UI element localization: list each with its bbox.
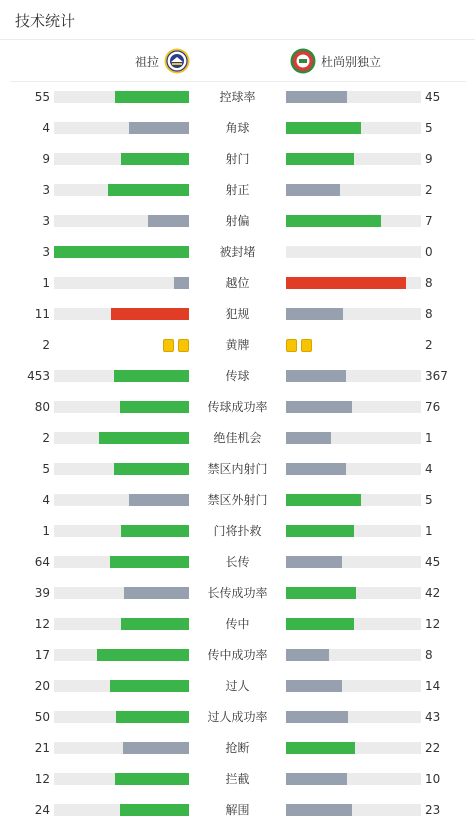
home-stat-bar-fill xyxy=(120,804,189,816)
away-stat-bar-fill xyxy=(286,370,346,382)
home-stat-bar-track xyxy=(54,122,189,134)
home-stat-bar-fill xyxy=(108,184,189,196)
stat-label: 绝佳机会 xyxy=(213,431,262,445)
stat-row xyxy=(0,609,475,640)
home-stat-bar-fill xyxy=(97,649,189,661)
away-stat-bar-fill xyxy=(286,525,354,537)
away-stat-value: 8 xyxy=(425,307,433,321)
stat-row xyxy=(0,485,475,516)
away-stat-bar-fill xyxy=(286,463,346,475)
home-stat-value: 12 xyxy=(34,772,50,786)
home-stat-bar-track xyxy=(54,525,189,537)
away-stat-bar-fill xyxy=(286,153,354,165)
away-stat-bar-track xyxy=(286,246,421,258)
stat-row xyxy=(0,702,475,733)
home-stat-bar-fill xyxy=(124,587,189,599)
home-stat-value: 4 xyxy=(42,121,50,135)
stat-row xyxy=(0,454,475,485)
home-stat-value: 3 xyxy=(42,183,50,197)
away-stat-bar-track xyxy=(286,649,421,661)
home-stat-bar-fill xyxy=(114,463,189,475)
home-stat-bar-fill xyxy=(148,215,189,227)
home-stat-bar-fill xyxy=(129,122,189,134)
home-stat-bar-fill xyxy=(129,494,189,506)
home-stat-bar-track xyxy=(54,370,189,382)
stat-row xyxy=(0,268,475,299)
stat-label: 门将扑救 xyxy=(213,524,262,538)
stat-row xyxy=(0,423,475,454)
home-team[interactable] xyxy=(135,48,190,74)
home-stat-value: 55 xyxy=(34,90,50,104)
away-stat-bar-track xyxy=(286,277,421,289)
stat-row xyxy=(0,175,475,206)
away-stat-bar-fill xyxy=(286,122,361,134)
home-stat-value: 453 xyxy=(27,369,50,383)
stat-label: 控球率 xyxy=(219,90,256,104)
away-yellow-cards xyxy=(286,339,312,352)
away-stat-value: 45 xyxy=(425,90,441,104)
away-stat-value: 14 xyxy=(425,679,441,693)
home-stat-value: 2 xyxy=(42,338,50,352)
home-stat-bar-track xyxy=(54,742,189,754)
home-stat-bar-fill xyxy=(120,401,189,413)
away-stat-bar-track xyxy=(286,680,421,692)
away-stat-bar-track xyxy=(286,308,421,320)
home-stat-bar-fill xyxy=(114,370,189,382)
away-stat-bar-track xyxy=(286,153,421,165)
home-stat-bar-fill xyxy=(110,556,189,568)
stat-label: 拦截 xyxy=(225,772,250,786)
away-stat-value: 1 xyxy=(425,431,433,445)
home-stat-value: 3 xyxy=(42,214,50,228)
stat-label: 射偏 xyxy=(225,214,250,228)
stat-label: 越位 xyxy=(225,276,250,290)
away-stat-value: 43 xyxy=(425,710,441,724)
away-stat-value: 1 xyxy=(425,524,433,538)
yellow-card-icon xyxy=(286,339,297,352)
stat-row xyxy=(0,330,475,361)
away-stat-bar-track xyxy=(286,122,421,134)
stat-row xyxy=(0,578,475,609)
home-stat-bar-track xyxy=(54,711,189,723)
away-stat-value: 0 xyxy=(425,245,433,259)
away-stat-bar-fill xyxy=(286,215,381,227)
home-stat-bar-track xyxy=(54,463,189,475)
stat-row xyxy=(0,795,475,826)
home-stat-bar-track xyxy=(54,432,189,444)
away-stat-bar-fill xyxy=(286,277,406,289)
home-stat-value: 1 xyxy=(42,524,50,538)
home-stat-bar-track xyxy=(54,215,189,227)
home-stat-bar-fill xyxy=(174,277,189,289)
stat-label: 抢断 xyxy=(225,741,250,755)
home-stat-bar-track xyxy=(54,91,189,103)
home-stat-value: 11 xyxy=(34,307,50,321)
stat-row xyxy=(0,392,475,423)
home-stat-value: 39 xyxy=(34,586,50,600)
away-stat-value: 2 xyxy=(425,338,433,352)
home-stat-bar-track xyxy=(54,804,189,816)
home-stat-bar-track xyxy=(54,773,189,785)
yellow-card-icon xyxy=(301,339,312,352)
home-stat-value: 64 xyxy=(34,555,50,569)
home-stat-bar-fill xyxy=(99,432,189,444)
away-stat-bar-fill xyxy=(286,91,347,103)
home-stat-value: 3 xyxy=(42,245,50,259)
home-stat-bar-fill xyxy=(54,246,189,258)
stat-label: 角球 xyxy=(225,121,250,135)
stat-label: 射门 xyxy=(225,152,250,166)
away-stat-bar-track xyxy=(286,556,421,568)
stat-row xyxy=(0,547,475,578)
home-stat-value: 12 xyxy=(34,617,50,631)
stats-header xyxy=(0,0,475,40)
home-stat-value: 17 xyxy=(34,648,50,662)
home-stat-bar-track xyxy=(54,556,189,568)
away-stat-bar-fill xyxy=(286,618,354,630)
home-stat-value: 24 xyxy=(34,803,50,817)
home-stat-bar-track xyxy=(54,401,189,413)
stat-row xyxy=(0,237,475,268)
home-stat-bar-fill xyxy=(123,742,189,754)
away-stat-bar-fill xyxy=(286,308,343,320)
away-team-logo xyxy=(290,48,316,74)
home-stat-bar-fill xyxy=(111,308,189,320)
away-team-name: 杜尚别独立 xyxy=(321,54,382,69)
teams-bar xyxy=(10,41,466,82)
stat-label: 传中 xyxy=(225,617,250,631)
away-stat-bar-track xyxy=(286,742,421,754)
stat-label: 过人成功率 xyxy=(207,710,268,724)
stat-label: 传中成功率 xyxy=(207,648,268,662)
away-stat-bar-track xyxy=(286,587,421,599)
away-stat-value: 45 xyxy=(425,555,441,569)
home-team-logo xyxy=(164,48,190,74)
stat-row xyxy=(0,82,475,113)
away-stat-bar-fill xyxy=(286,649,329,661)
home-team-name: 祖拉 xyxy=(134,54,159,69)
away-stat-value: 8 xyxy=(425,648,433,662)
away-stat-bar-track xyxy=(286,184,421,196)
stat-label: 长传成功率 xyxy=(207,586,268,600)
home-stat-value: 9 xyxy=(42,152,50,166)
away-stat-bar-track xyxy=(286,401,421,413)
home-stat-bar-fill xyxy=(115,773,189,785)
home-stat-value: 5 xyxy=(42,462,50,476)
away-stat-value: 10 xyxy=(425,772,441,786)
away-stat-bar-fill xyxy=(286,804,352,816)
stat-row xyxy=(0,144,475,175)
away-stat-bar-track xyxy=(286,432,421,444)
yellow-card-icon xyxy=(178,339,189,352)
stat-label: 传球 xyxy=(225,369,250,383)
home-stat-value: 20 xyxy=(34,679,50,693)
stat-label: 长传 xyxy=(225,555,250,569)
home-stat-bar-track xyxy=(54,246,189,258)
away-stat-bar-track xyxy=(286,215,421,227)
home-stat-bar-track xyxy=(54,649,189,661)
away-stat-value: 23 xyxy=(425,803,441,817)
home-stat-bar-track xyxy=(54,308,189,320)
home-stat-bar-fill xyxy=(121,618,189,630)
away-stat-bar-fill xyxy=(286,401,352,413)
stat-label: 犯规 xyxy=(225,307,250,321)
away-stat-bar-fill xyxy=(286,587,356,599)
away-stat-bar-fill xyxy=(286,494,361,506)
away-stat-value: 22 xyxy=(425,741,441,755)
stat-label: 被封堵 xyxy=(219,245,256,259)
home-stat-bar-fill xyxy=(116,711,189,723)
stat-label: 黄牌 xyxy=(225,338,250,352)
stat-row xyxy=(0,640,475,671)
stat-label: 禁区内射门 xyxy=(207,462,268,476)
stat-row xyxy=(0,206,475,237)
away-stat-bar-fill xyxy=(286,742,355,754)
home-stat-bar-track xyxy=(54,184,189,196)
away-stat-bar-fill xyxy=(286,556,342,568)
away-stat-bar-fill xyxy=(286,680,342,692)
home-stat-bar-track xyxy=(54,587,189,599)
stat-row xyxy=(0,764,475,795)
home-stat-value: 4 xyxy=(42,493,50,507)
home-stat-bar-fill xyxy=(121,153,189,165)
away-stat-value: 5 xyxy=(425,493,433,507)
away-stat-value: 2 xyxy=(425,183,433,197)
home-stat-bar-track xyxy=(54,680,189,692)
home-stat-bar-track xyxy=(54,153,189,165)
away-stat-bar-track xyxy=(286,463,421,475)
home-stat-bar-track xyxy=(54,494,189,506)
away-team[interactable] xyxy=(290,48,381,74)
home-stat-bar-track xyxy=(54,277,189,289)
stat-label: 禁区外射门 xyxy=(207,493,268,507)
home-stat-bar-track xyxy=(54,618,189,630)
away-stat-value: 8 xyxy=(425,276,433,290)
away-stat-bar-fill xyxy=(286,773,347,785)
home-stat-bar-fill xyxy=(115,91,189,103)
away-stat-value: 12 xyxy=(425,617,441,631)
away-stat-bar-track xyxy=(286,525,421,537)
home-stat-value: 50 xyxy=(34,710,50,724)
away-stat-bar-track xyxy=(286,804,421,816)
away-stat-bar-track xyxy=(286,773,421,785)
away-stat-value: 367 xyxy=(425,369,448,383)
page-title: 技术统计 xyxy=(15,12,76,30)
stat-row xyxy=(0,733,475,764)
stat-label: 过人 xyxy=(225,679,250,693)
stat-label: 传球成功率 xyxy=(207,400,268,414)
away-stat-bar-track xyxy=(286,494,421,506)
away-stat-bar-fill xyxy=(286,432,331,444)
away-stat-value: 42 xyxy=(425,586,441,600)
away-stat-bar-track xyxy=(286,370,421,382)
stat-row xyxy=(0,516,475,547)
away-stat-bar-track xyxy=(286,711,421,723)
away-stat-value: 9 xyxy=(425,152,433,166)
away-stat-value: 7 xyxy=(425,214,433,228)
stat-row xyxy=(0,299,475,330)
away-stat-value: 5 xyxy=(425,121,433,135)
yellow-card-icon xyxy=(163,339,174,352)
home-stat-value: 2 xyxy=(42,431,50,445)
stat-label: 解围 xyxy=(225,803,250,817)
away-stat-value: 76 xyxy=(425,400,441,414)
home-stat-value: 21 xyxy=(34,741,50,755)
away-stat-value: 4 xyxy=(425,462,433,476)
away-stat-bar-fill xyxy=(286,184,340,196)
stat-row xyxy=(0,671,475,702)
home-stat-bar-fill xyxy=(121,525,189,537)
home-stat-value: 1 xyxy=(42,276,50,290)
stats-list xyxy=(0,82,475,826)
home-yellow-cards xyxy=(163,339,189,352)
home-stat-value: 80 xyxy=(34,400,50,414)
stat-row xyxy=(0,361,475,392)
stat-label: 射正 xyxy=(225,183,250,197)
stat-row xyxy=(0,113,475,144)
away-stat-bar-track xyxy=(286,91,421,103)
away-stat-bar-fill xyxy=(286,711,348,723)
home-stat-bar-fill xyxy=(110,680,189,692)
away-stat-bar-track xyxy=(286,618,421,630)
